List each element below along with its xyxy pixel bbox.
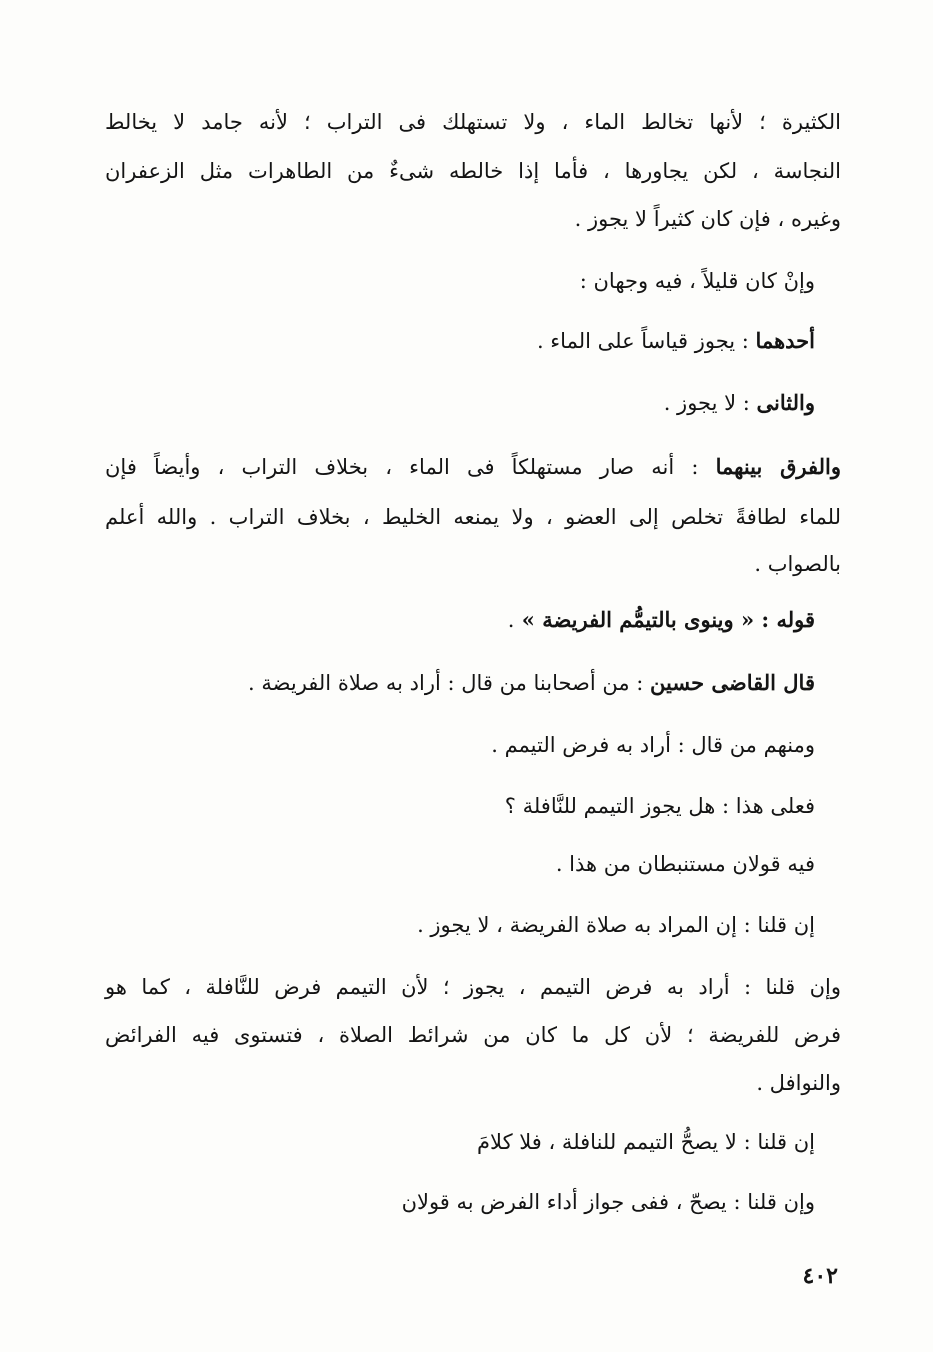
text-line: والثانى : لا يجوز . <box>663 390 815 415</box>
bold-term: والثانى <box>756 390 815 415</box>
text-line: وإن قلنا : أراد به فرض التيمم ، يجوز ؛ لأن التيمم فرض للنَّافلة ، كما هو <box>105 975 841 999</box>
text-line: فيه قولان مستنبطان من هذا . <box>555 852 815 876</box>
text-line: للماء لطافةً تخلص إلى العضو ، ولا يمنعه الخليط ، بخلاف التراب . والله أعلم <box>105 505 841 529</box>
text-line: وغيره ، فإن كان كثيراً لا يجوز . <box>574 207 841 231</box>
bold-term: أحدهما <box>755 328 815 353</box>
quoted-heading: قوله : « وينوى بالتيمُّم الفريضة » <box>514 607 815 632</box>
text-line: إن قلنا : لا يصحُّ التيمم للنافلة ، فلا كلامَ <box>477 1130 815 1154</box>
text-line: وإن قلنا : يصحّ ، ففى جواز أداء الفرض به قولان <box>401 1190 815 1214</box>
text-line: وإنْ كان قليلاً ، فيه وجهان : <box>579 269 815 293</box>
heading-line: قوله : « وينوى بالتيمُّم الفريضة » . <box>507 607 815 632</box>
text-line: والنوافل . <box>756 1071 841 1095</box>
bold-term: قال القاضى حسين <box>650 670 815 695</box>
text-line: فعلى هذا : هل يجوز التيمم للنَّافلة ؟ <box>504 794 815 818</box>
text-line: إن قلنا : إن المراد به صلاة الفريضة ، لا يجوز . <box>417 913 815 937</box>
text-line: والفرق بينهما : أنه صار مستهلكاً فى الماء ، بخلاف التراب ، وأيضاً فإن <box>105 454 841 479</box>
text-line: ومنهم من قال : أراد به فرض التيمم . <box>491 733 815 757</box>
text-line: النجاسة ، لكن يجاورها ، فأما إذا خالطه شىءٌ من الطاهرات مثل الزعفران <box>105 159 841 183</box>
text-line: فرض للفريضة ؛ لأن كل ما كان من شرائط الصلاة ، فتستوى فيه الفرائض <box>105 1023 841 1047</box>
text-line: قال القاضى حسين : من أصحابنا من قال : أراد به صلاة الفريضة . <box>248 670 815 695</box>
page-number: ٤٠٢ <box>802 1263 838 1289</box>
text-line: بالصواب . <box>754 552 841 576</box>
text-line: أحدهما : يجوز قياساً على الماء . <box>536 328 815 353</box>
bold-term: والفرق بينهما <box>715 454 841 479</box>
text-line: الكثيرة ؛ لأنها تخالط الماء ، ولا تستهلك فى التراب ؛ لأنه جامد لا يخالط <box>105 110 841 134</box>
